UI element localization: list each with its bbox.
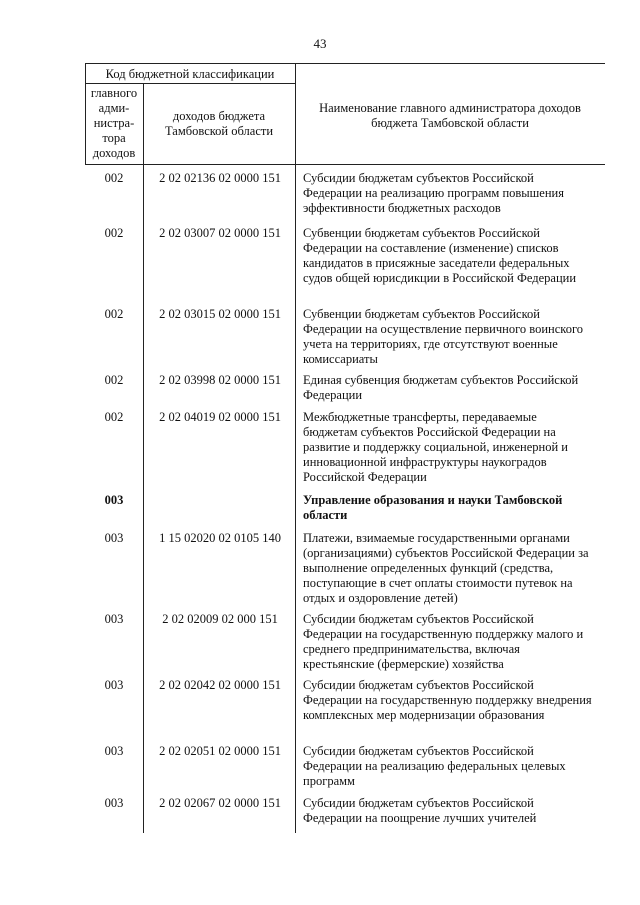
admin-name-cell: Управление образования и науки Тамбовской области: [303, 493, 563, 522]
column-divider-2: [295, 63, 296, 833]
admin-name-cell: Единая субвенция бюджетам субъектов Российской Федерации: [303, 373, 579, 402]
income-code-cell: 2 02 03998 02 0000 151: [159, 373, 281, 387]
admin-name-cell: Платежи, взимаемые государственными органами (организациями) субъектов Российской Федерации за выполнение определенных функций (средства, поступающие в счет оплаты стоимости путевок на отдых и оздоровление детей): [303, 531, 589, 605]
admin-code-cell: 003: [104, 678, 124, 692]
header-admin-name: Наименование главного администратора доходов бюджета Тамбовской области: [319, 101, 581, 130]
page-number: 43: [313, 36, 327, 51]
column-divider-1: [143, 83, 144, 833]
admin-code-cell: 002: [104, 226, 124, 240]
budget-classification-table: [85, 63, 605, 833]
income-code-cell: 2 02 02009 02 000 151: [162, 612, 278, 626]
header-admin-code: главного адми-нистра-тора доходов: [90, 86, 138, 160]
admin-name-cell: Межбюджетные трансферты, передаваемые бюджетам субъектов Российской Федерации на развитие и поддержку социальной, инженерной и инновационной инфраструктуры наукоградов Российской Федерации: [303, 410, 568, 484]
admin-code-cell: 003: [104, 531, 124, 545]
admin-code-cell: 002: [104, 171, 124, 185]
admin-code-cell: 003: [104, 493, 124, 507]
income-code-cell: 2 02 02042 02 0000 151: [159, 678, 281, 692]
header-income-code: доходов бюджета Тамбовской области: [164, 109, 274, 138]
income-code-cell: 2 02 02051 02 0000 151: [159, 744, 281, 758]
admin-name-cell: Субсидии бюджетам субъектов Российской Федерации на реализацию федеральных целевых программ: [303, 744, 566, 788]
admin-name-cell: Субсидии бюджетам субъектов Российской Федерации на реализацию программ повышения эффективности бюджетных расходов: [303, 171, 564, 215]
income-code-cell: 2 02 03015 02 0000 151: [159, 307, 281, 321]
group-header: Код бюджетной классификации: [105, 67, 275, 81]
admin-code-cell: 002: [104, 410, 124, 424]
admin-name-cell: Субвенции бюджетам субъектов Российской Федерации на составление (изменение) списков кандидатов в присяжные заседатели федеральных судов общей юрисдикции в Российской Федерации: [303, 226, 577, 285]
header-bottom-border: [85, 164, 605, 165]
admin-code-cell: 003: [104, 744, 124, 758]
income-code-cell: 1 15 02020 02 0105 140: [159, 531, 281, 545]
admin-name-cell: Субсидии бюджетам субъектов Российской Федерации на поощрение лучших учителей: [303, 796, 537, 825]
admin-code-cell: 003: [104, 796, 124, 810]
admin-code-cell: 003: [104, 612, 124, 626]
admin-code-cell: 002: [104, 373, 124, 387]
table-top-border: [85, 63, 605, 64]
admin-code-cell: 002: [104, 307, 124, 321]
income-code-cell: 2 02 02067 02 0000 151: [159, 796, 281, 810]
admin-name-cell: Субсидии бюджетам субъектов Российской Федерации на государственную поддержку внедрения комплексных мер модернизации образования: [303, 678, 592, 722]
group-header-border: [85, 83, 295, 84]
income-code-cell: 2 02 04019 02 0000 151: [159, 410, 281, 424]
income-code-cell: 2 02 03007 02 0000 151: [159, 226, 281, 240]
income-code-cell: 2 02 02136 02 0000 151: [159, 171, 281, 185]
admin-name-cell: Субвенции бюджетам субъектов Российской Федерации на осуществление первичного воинского учета на территориях, где отсутствуют военные комиссариаты: [303, 307, 584, 366]
admin-name-cell: Субсидии бюджетам субъектов Российской Федерации на государственную поддержку малого и среднего предпринимательства, включая крестьянские (фермерские) хозяйства: [303, 612, 584, 671]
